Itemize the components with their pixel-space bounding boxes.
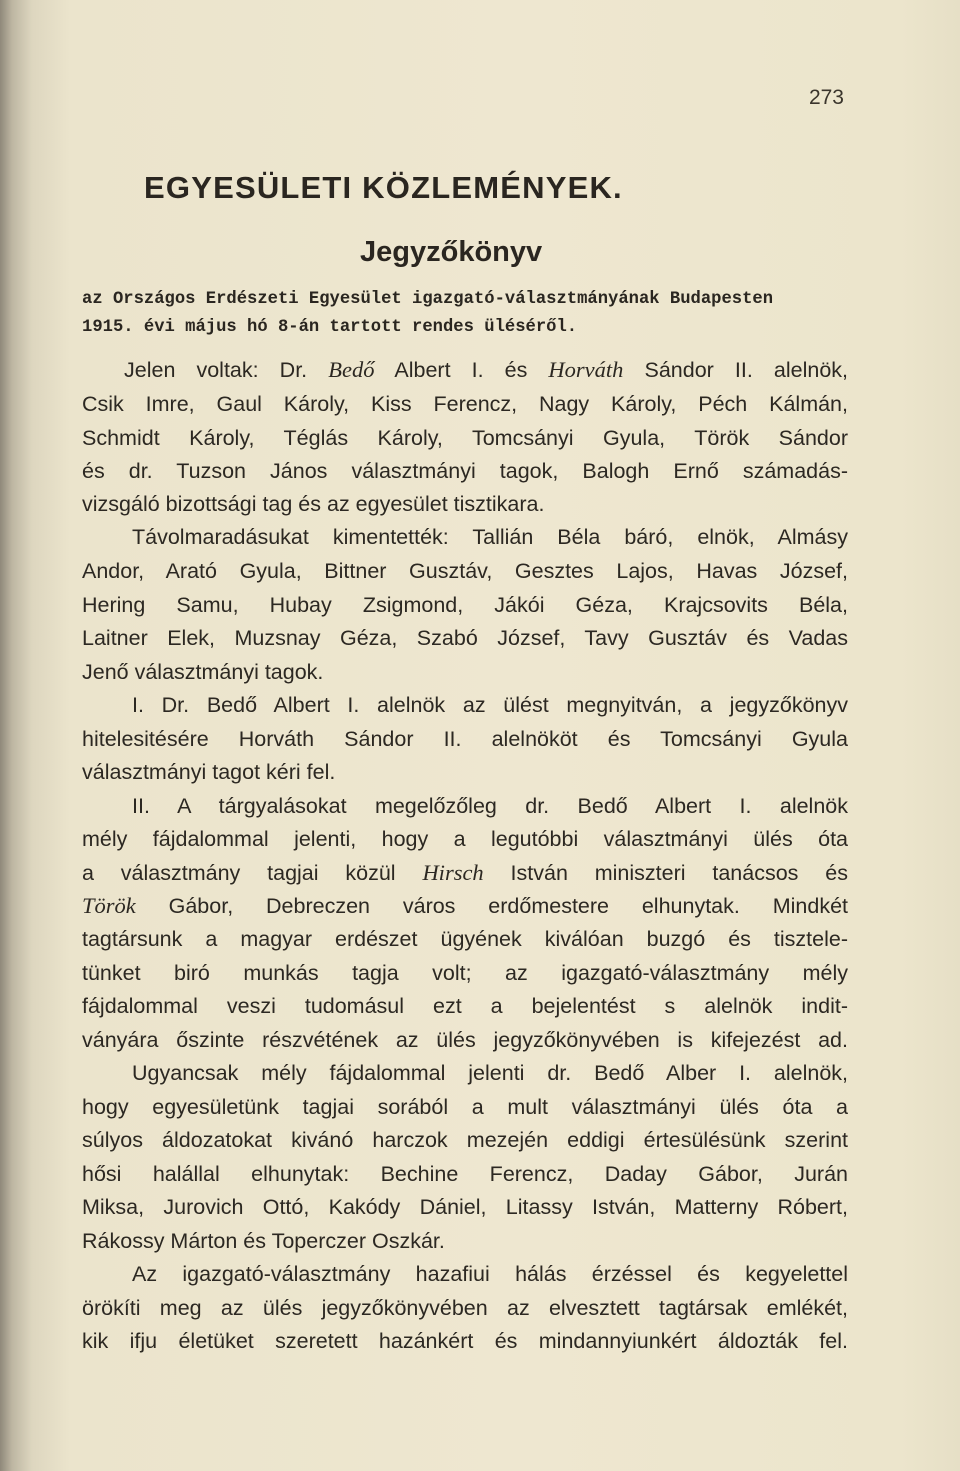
subtitle-line-1: az Országos Erdészeti Egyesület igazgató-választmányának Budapesten [82,290,774,309]
paragraph-line: I. Dr. Bedő Albert I. alelnök az ülést megnyitván, a jegyzőkönyv [132,693,848,717]
paragraph-line: Távolmaradásukat kimentették: Tallián Béla báró, elnök, Almásy [132,525,848,549]
paragraph-line [82,858,848,888]
paragraph-line: fájdalommal veszi tudomásul ezt a bejelentést s alelnök indit- [82,994,848,1018]
paragraph-line: vizsgáló bizottsági tag és az egyesület tisztikara. [82,492,545,516]
paragraph-line: ványára őszinte részvétének az ülés jegyzőkönyvében is kifejezést ad. [82,1028,848,1052]
paragraph-line: Csik Imre, Gaul Károly, Kiss Ferencz, Nagy Károly, Péch Kálmán, [82,392,848,416]
paragraph-line: hitelesitésére Horváth Sándor II. alelnököt és Tomcsányi Gyula [82,727,848,751]
italic-name: Bedő [328,357,375,382]
paragraph-line: Hering Samu, Hubay Zsigmond, Jákói Géza, Krajcsovits Béla, [82,593,848,617]
paragraph-line: hogy egyesületünk tagjai sorából a mult választmányi ülés óta a [82,1095,848,1119]
text-span: Gábor, Debreczen város erdőmestere elhunytak. Mindkét [135,894,848,918]
section-title: EGYESÜLETI KÖZLEMÉNYEK. [144,170,623,205]
paragraph-line: és dr. Tuzson János választmányi tagok, Balogh Ernő számadás- [82,459,848,483]
paragraph-line: tagtársunk a magyar erdészet ügyének kiválóan buzgó és tisztele- [82,927,848,951]
page-number: 273 [808,86,844,109]
italic-name: Török [82,893,136,918]
paragraph-line: Ugyancsak mély fájdalommal jelenti dr. Bedő Alber I. alelnök, [132,1061,848,1085]
paragraph-line: hősi halállal elhunytak: Bechine Ferencz, Daday Gábor, Jurán [82,1162,848,1186]
text-span: István miniszteri tanácsos és [483,861,848,885]
paragraph-line: tünket biró munkás tagja volt; az igazgató-választmány mély [82,961,848,985]
paragraph-line: örökíti meg az ülés jegyzőkönyvében az elvesztett tagtársak emlékét, [82,1296,848,1320]
paragraph-line: kik ifju életüket szeretett hazánkért és mindannyiunkért áldozták fel. [82,1329,848,1353]
paragraph-line: Miksa, Jurovich Ottó, Kakódy Dániel, Litassy István, Matterny Róbert, [82,1195,848,1219]
text-span: a választmány tagjai közül [82,861,423,885]
paragraph-line: súlyos áldozatokat kivánó harczok mezején eddigi értesülésünk szerint [82,1128,848,1152]
text-span: Jelen voltak: Dr. [124,358,329,382]
text-span: Albert I. és [374,358,549,382]
paragraph-line: II. A tárgyalásokat megelőzőleg dr. Bedő Albert I. alelnök [132,794,848,818]
paragraph-line [124,355,848,385]
paragraph-line: Rákossy Márton és Toperczer Oszkár. [82,1229,445,1253]
paragraph-line: Laitner Elek, Muzsnay Géza, Szabó József, Tavy Gusztáv és Vadas [82,626,848,650]
text-span: Sándor II. alelnök, [623,358,849,382]
paragraph-line [82,891,848,921]
paragraph-line: Az igazgató-választmány hazafiui hálás érzéssel és kegyelettel [132,1262,848,1286]
document-title: Jegyzőkönyv [360,236,543,268]
paragraph-line: mély fájdalommal jelenti, hogy a legutóbbi választmányi ülés óta [82,827,848,851]
italic-name: Hirsch [422,860,484,885]
paragraph-line: Schmidt Károly, Téglás Károly, Tomcsányi Gyula, Török Sándor [82,426,848,450]
paragraph-line: Andor, Arató Gyula, Bittner Gusztáv, Gesztes Lajos, Havas József, [82,559,848,583]
paragraph-line: választmányi tagot kéri fel. [82,760,336,784]
italic-name: Horváth [548,357,624,382]
subtitle-line-2: 1915. évi május hó 8-án tartott rendes üléséről. [82,318,578,337]
paragraph-line: Jenő választmányi tagok. [82,660,324,684]
